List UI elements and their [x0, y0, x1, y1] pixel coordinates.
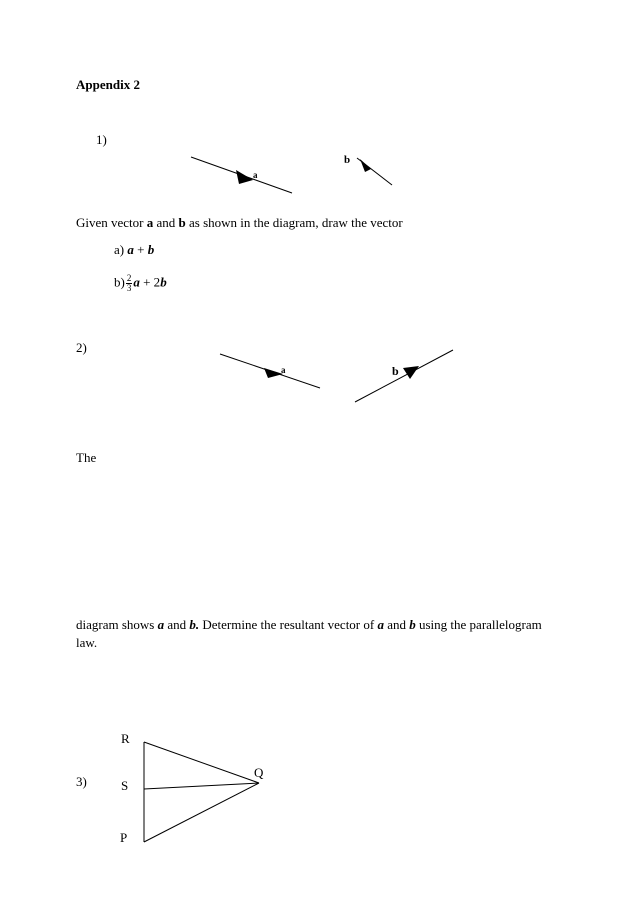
q3-side-rq: [144, 742, 259, 783]
q1-vector-b-label: b: [344, 154, 351, 166]
fraction-numerator: 2: [126, 273, 132, 283]
instruction-b: b: [178, 215, 186, 230]
part-b-op: + 2: [139, 274, 161, 290]
q3-side-pq: [144, 783, 259, 842]
q2-sym-a: a: [157, 617, 165, 632]
part-a-expr-b: b: [147, 242, 155, 257]
part-b-label: b): [114, 274, 125, 290]
q3-label-p: P: [120, 830, 128, 845]
question-3-number: 3): [76, 774, 87, 789]
part-a-expr-a: a: [127, 242, 134, 257]
q2-text-2: and: [164, 617, 190, 632]
part-b-expr-a: a: [133, 274, 140, 290]
q3-label-q: Q: [254, 765, 264, 780]
q2-text-5: using the parallelogram: [415, 617, 542, 632]
q2-vector-b-label: b: [392, 364, 399, 378]
q2-text-4: and: [383, 617, 410, 632]
instruction-suffix: as shown in the diagram, draw the vector: [185, 215, 403, 230]
instruction-prefix: Given vector: [76, 215, 147, 230]
question-2-text-line-2: law.: [76, 635, 98, 650]
part-a-op: +: [133, 242, 148, 257]
instruction-and: and: [153, 215, 179, 230]
q2-text-3: Determine the resultant vector of: [199, 617, 378, 632]
q3-segment-sq: [144, 783, 259, 789]
question-1-number: 1): [96, 132, 107, 147]
part-a-label: a): [114, 242, 125, 257]
q2-sym-a2: a: [377, 617, 384, 632]
page-heading: Appendix 2: [76, 77, 140, 92]
q2-sym-b: b.: [189, 617, 200, 632]
fraction-denominator: 3: [126, 283, 132, 293]
part-b-expr-b: b: [160, 274, 167, 290]
q2-vector-a-label: a: [281, 365, 286, 375]
instruction-a: a: [146, 215, 154, 230]
q3-label-s: S: [121, 778, 129, 793]
question-2-intro: The: [76, 450, 97, 465]
question-2-number: 2): [76, 340, 87, 355]
q2-sym-b2: b: [409, 617, 416, 632]
q2-text-1: diagram shows: [76, 617, 158, 632]
q1-vector-a-label: a: [253, 170, 258, 180]
q3-label-r: R: [121, 731, 130, 746]
